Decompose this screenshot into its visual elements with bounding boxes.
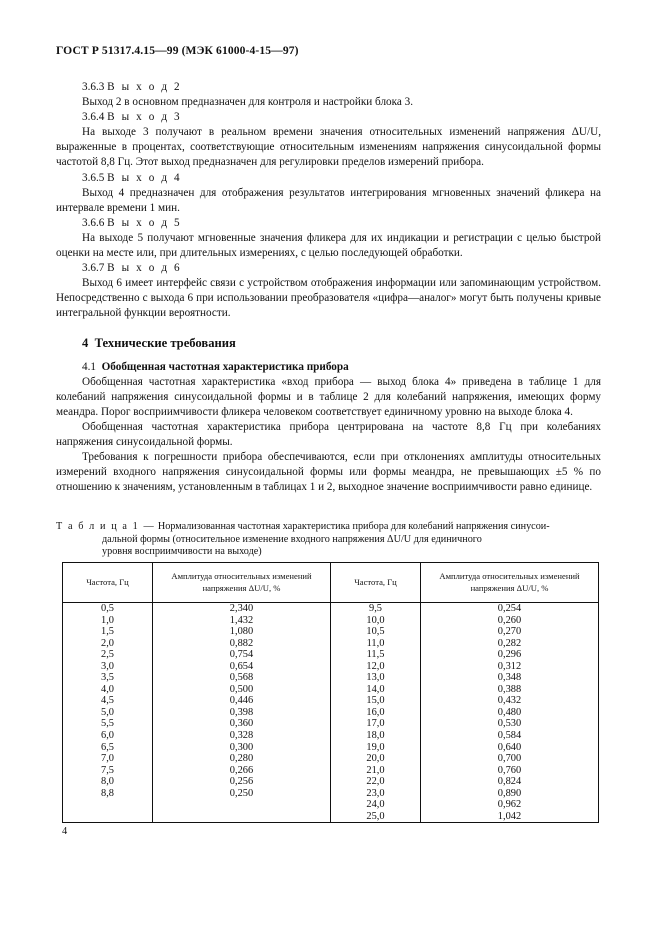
table1-caption-line3: уровня восприимчивости на выходе) [102,546,262,558]
page-number: 4 [62,826,68,837]
list-item: 0,754 [229,649,254,661]
clause-heading-3-6-3 [56,80,601,95]
header-text-line1: Амплитуда относительных изменений [171,571,312,581]
list-item: 11,5 [366,649,385,661]
list-item: 0,654 [229,660,254,672]
subsection-heading-4-1 [56,353,601,375]
list-item: 0,584 [497,730,522,742]
list-item: 10,0 [366,614,385,626]
section4-paragraph-1: Обобщенная частотная характеристика «вход прибора — выход блока 4» приведена в таблице 1 для колебаний напряжения синусоидальной формы и в таблице 2 для колебаний напряжения, имеющих форму меандра. Порог восприимчивости фликера человеком соответствует единичному уровню на выходе блока 4. [56,375,601,418]
list-item: 2,0 [101,637,114,649]
list-item: 0,300 [229,741,254,753]
clause-number: 3.6.3 [82,81,105,93]
list-item: 1,0 [101,614,114,626]
clause-body-3-6-3: Выход 2 в основном предназначен для контроля и настройки блока 3. [82,96,414,109]
list-frequency-left [63,603,152,799]
running-header: ГОСТ Р 51317.4.15—99 (МЭК 61000-4-15—97) [56,44,299,57]
list-item: 21,0 [366,764,385,776]
list-item: 0,398 [229,706,254,718]
list-item: 0,760 [497,764,522,776]
table1-cell-amplitude-right [421,603,599,823]
list-item: 24,0 [366,799,385,811]
list-item: 4,5 [101,695,114,707]
list-item: 0,568 [229,672,254,684]
clause-title: В ы х о д 6 [107,262,182,275]
list-item: 2,5 [101,649,114,661]
list-item: 0,282 [497,637,522,649]
list-amplitude-left [153,603,330,799]
list-item: 4,0 [101,683,114,695]
clause-number: 3.6.6 [82,216,105,229]
clause-body-3-6-6: На выходе 5 получают мгновенные значения фликера для их индикации и регистрации с целью быстрой оценки на месте или, при длительных измерениях, с целью последующей обработки. [56,231,601,260]
list-item: 5,5 [101,718,114,730]
list-item: 23,0 [366,787,385,799]
list-item: 11,0 [366,637,385,649]
list-item: 0,446 [229,695,254,707]
list-item: 5,0 [101,706,114,718]
clause-number: 3.6.4 [82,111,105,124]
clause-heading-3-6-7 [56,261,601,276]
list-item: 3,5 [101,672,114,684]
section-title: Технические требования [94,335,236,350]
list-item: 0,280 [229,753,254,765]
clause-title: В ы х о д 4 [107,171,182,184]
list-item: 0,328 [229,730,254,742]
list-item: 0,388 [497,683,522,695]
table1-caption-line2: дальной формы (относительное изменение входного напряжения ΔU/U для единичного [102,533,482,545]
table1-header-row [63,563,599,603]
list-item: 0,254 [497,603,522,614]
table1-label: Т а б л и ц а 1 — [56,521,156,532]
clause-body-3-6-4: На выходе 3 получают в реальном времени значения относительных изменений напряжения ΔU/U, выраженные в процентах, соответствующие относительным изменениям напряжения синусоидальной формы частотой 8,8 Гц. Этот выход предназначен для регулировки пределов измерений прибора. [56,126,601,169]
header-text: Частота, Гц [86,576,129,587]
list-item: 20,0 [366,753,385,765]
list-item: 0,250 [229,787,254,799]
list-item: 13,0 [366,672,385,684]
list-item: 0,640 [497,741,522,753]
table1-caption-line1: Нормализованная частотная характеристика прибора для колебаний напряжения синусои- [157,521,550,532]
list-item: 0,882 [229,637,254,649]
table1-cell-frequency-right [331,603,421,823]
table1-cell-amplitude-left [153,603,331,823]
list-item: 1,042 [497,810,522,822]
list-item: 0,260 [497,614,522,626]
list-item: 0,296 [497,649,522,661]
list-item: 8,8 [101,787,114,799]
list-frequency-right [331,603,420,822]
list-item: 8,0 [101,776,114,788]
list-item: 0,480 [497,706,522,718]
list-item: 16,0 [366,706,385,718]
list-item: 0,824 [497,776,522,788]
list-item: 19,0 [366,741,385,753]
list-item: 0,312 [497,660,522,672]
list-item: 3,0 [101,660,114,672]
list-item: 7,0 [101,753,114,765]
table1 [62,562,599,823]
clause-body-3-6-7: Выход 6 имеет интерфейс связи с устройством отображения информации или запоминающим устройством. Непосредственно с выхода 6 при использовании преобразователя «цифра—аналог» могут быть получены кривые интегральной функции вероятности. [56,277,601,320]
table1-wrapper [62,562,598,823]
body-text-block [56,80,601,495]
list-item: 9,5 [369,603,382,614]
list-item: 7,5 [101,764,114,776]
subsection-title: Обобщенная частотная характеристика прибора [101,360,349,373]
list-item: 0,700 [497,753,522,765]
clause-body-3-6-5: Выход 4 предназначен для отображения результатов интегрирования мгновенных значений фликера на интервале времени 1 мин. [56,186,601,214]
list-item: 0,890 [497,787,522,799]
clause-heading-3-6-6 [56,216,601,231]
table1-col-header-amplitude-left [153,563,331,603]
clause-heading-3-6-5 [56,171,601,186]
table1-cell-frequency-left [63,603,153,823]
list-item: 0,348 [497,672,522,684]
section4-paragraph-2: Обобщенная частотная характеристика прибора центрирована на частоте 8,8 Гц при колебаниях напряжения синусоидальной формы. [56,420,601,448]
list-item: 10,5 [366,626,385,638]
list-item: 0,962 [497,799,522,811]
table1-col-header-frequency-left [63,563,153,603]
clause-number: 3.6.7 [82,262,105,275]
list-item: 0,5 [101,603,114,614]
clause-title: В ы х о д 2 [107,81,182,93]
clause-title: В ы х о д 3 [107,111,182,124]
list-item: 0,270 [497,626,522,638]
list-item: 0,256 [229,776,254,788]
clause-heading-3-6-4 [56,110,601,125]
list-item: 1,5 [101,626,114,638]
header-text: Частота, Гц [354,576,397,587]
subsection-number: 4.1 [82,360,96,373]
list-amplitude-right [421,603,598,822]
table1-col-header-frequency-right [331,563,421,603]
list-item: 22,0 [366,776,385,788]
list-item: 15,0 [366,695,385,707]
list-item: 1,080 [229,626,254,638]
list-item: 2,340 [229,603,254,614]
section4-paragraph-3: Требования к погрешности прибора обеспечиваются, если при отклонениях амплитуды относительных измерений входного напряжения синусоидальной формы или формы меандра, не превышающих ±5 % по отношению к значениям, установленным в таблицах 1 и 2, выходное значение восприимчивости равно единице. [56,450,601,494]
list-item: 0,432 [497,695,522,707]
list-item: 12,0 [366,660,385,672]
clause-title: В ы х о д 5 [107,216,182,229]
list-item: 0,500 [229,683,254,695]
table1-col-header-amplitude-right [421,563,599,603]
clause-number: 3.6.5 [82,171,105,184]
list-item: 1,432 [229,614,254,626]
list-item: 25,0 [366,810,385,822]
list-item: 14,0 [366,683,385,695]
list-item: 0,360 [229,718,254,730]
table1-caption [56,521,604,559]
header-text-line1: Амплитуда относительных изменений [439,571,580,581]
table1-data-row [63,603,599,823]
header-text-line2: напряжения ΔU/U, % [202,582,281,593]
list-item: 0,266 [229,764,254,776]
list-item: 6,0 [101,730,114,742]
header-text-line2: напряжения ΔU/U, % [470,582,549,593]
section-heading-4 [56,322,601,353]
list-item: 6,5 [101,741,114,753]
section-number: 4 [82,335,89,350]
list-item: 0,530 [497,718,522,730]
list-item: 18,0 [366,730,385,742]
list-item: 17,0 [366,718,385,730]
